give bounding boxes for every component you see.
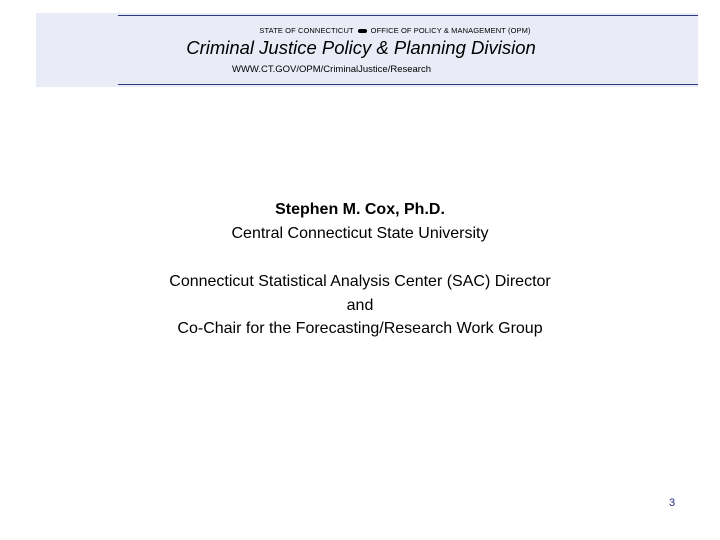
- website-url: WWW.CT.GOV/OPM/CriminalJustice/Research: [232, 64, 431, 75]
- agency-line: [0, 26, 720, 36]
- agency-right-text: OFFICE OF POLICY & MANAGEMENT (OPM): [370, 26, 531, 35]
- bullet-icon: [358, 29, 367, 33]
- presenter-name: Stephen M. Cox, Ph.D.: [275, 201, 445, 218]
- agency-left-text: STATE OF CONNECTICUT: [259, 26, 354, 35]
- presenter-role-line-2: and: [346, 296, 374, 314]
- division-title: Criminal Justice Policy & Planning Division: [186, 37, 536, 58]
- presenter-university: Central Connecticut State University: [231, 225, 489, 242]
- page-number: 3: [668, 497, 676, 509]
- presenter-role-line-1: Connecticut Statistical Analysis Center (SAC) Director: [169, 273, 551, 290]
- header-rule-bottom: [118, 84, 698, 85]
- presenter-role-line-3: Co-Chair for the Forecasting/Research Work Group: [177, 320, 543, 337]
- header-rule-top: [118, 15, 698, 16]
